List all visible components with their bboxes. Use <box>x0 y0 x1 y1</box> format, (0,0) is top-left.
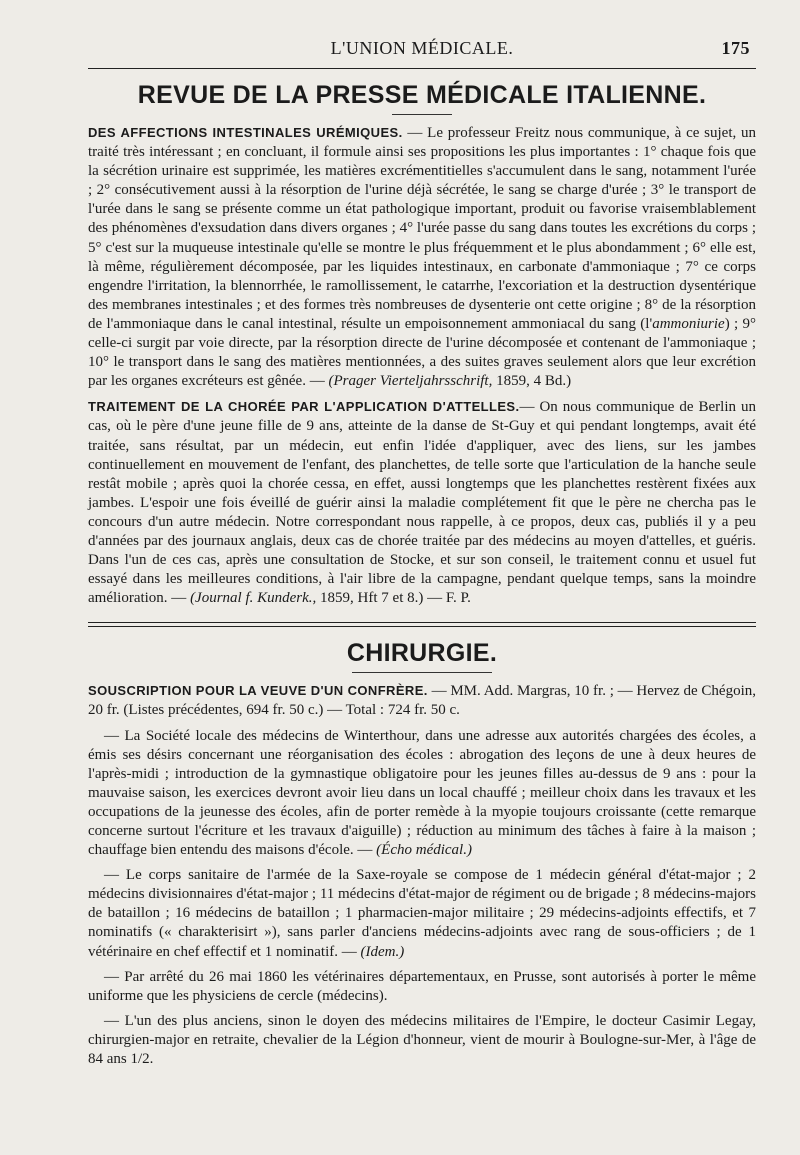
article-lead: TRAITEMENT DE LA CHORÉE PAR L'APPLICATION D'ATTELLES. <box>88 399 520 415</box>
page-number: 175 <box>721 38 750 58</box>
article-text-cont: ) ; 9° celle-ci surgit par voie directe, par la résorption directe de l'urine décomposée et contenant de l'ammoniaque ; 10° le transport dans le sang des matières mentionnées, a des suites graves seulement alors que leur excrétion par les organes excréteurs est gênée. — <box>88 315 756 390</box>
article-lead: DES AFFECTIONS INTESTINALES URÉMIQUES. <box>88 125 403 140</box>
news-text: — La Société locale des médecins de Winterthour, dans une adresse aux autorités chargées des écoles, a émis ses désirs concernant une réorganisation des écoles : abrogation des leçons de une à deux heures de l'après-midi ; introduction de la gymnastique obligatoire pour les jeunes filles au-dessus de 9 ans : pour la mauvaise saison, les exercices devront avoir lieu dans un local chauffé ; meilleur choix dans les travaux et les occupations de la jeunesse des écoles, afin de porter remède à la myopie toujours croissante (cette remarque concerne surtout l'écriture et les travaux d'aiguille) ; réduction au minimum des tâches à faire à la maison ; chauffage bien entendu des maisons d'école. — <box>88 727 756 859</box>
news-paragraph <box>88 727 756 861</box>
news-source: (Idem.) <box>360 943 405 960</box>
subscription-text: — MM. Add. Margras, 10 fr. ; — Hervez de Chégoin, 20 fr. (Listes précédentes, 694 fr. 50 c.) — Total : 724 fr. 50 c. <box>88 683 756 719</box>
article-text: — On nous communique de Berlin un cas, où le père d'une jeune fille de 9 ans, atteinte de la danse de St-Guy et qui pendant longtemps, avait été traitée, sans résultat, par un médecin, eut enfin l'idée d'appliquer, avec des liens, sur les jambes continuellement en mouvement de l'enfant, des planchettes, de telle sorte que l'articulation de la hanche seule restât mobile ; après quoi la chorée cessa, en effet, aussi longtemps que les planchettes restèrent fixées aux jambes. L'espoir une fois éveillé de guérir ainsi la maladie complétement fit que le père ne chercha pas le concours d'un autre médecin. Notre correspondant nous rappelle, à ce propos, deux cas, publiés il y a peu d'années par des journaux anglais, deux cas de chorée traitée par des médecins au moyen d'attelles, et guéris. Dans l'un de ces cas, après une consultation de Stocke, et sur son conseil, le traitement connu et usuel fut essayé dans les meilleures conditions, à l'air libre de la campagne, pendant quelque temps, sans la moindre amélioration. — <box>88 399 756 607</box>
article-source-tail: 1859, Hft 7 et 8.) — F. P. <box>316 590 471 607</box>
news-text: — L'un des plus anciens, sinon le doyen des médecins militaires de l'Empire, le docteur Casimir Legay, chirurgien-major en retraite, chevalier de la Légion d'honneur, vient de mourir à Boulogne-sur-Mer, à l'âge de 84 ans 1/2. <box>88 1012 756 1068</box>
article-source: (Prager Vierteljahrsschrift, <box>328 373 493 390</box>
article-affections-uremiques <box>88 123 756 391</box>
running-header <box>88 38 756 64</box>
news-text: — Par arrêté du 26 mai 1860 les vétérinaires départementaux, en Prusse, sont autorisés à porter le même uniforme que les physiciens de cercle (médecins). <box>88 968 756 1004</box>
news-source: (Écho médical.) <box>376 842 472 859</box>
subscription-lead: SOUSCRIPTION POUR LA VEUVE D'UN CONFRÈRE. <box>88 683 428 699</box>
article-source-tail: 1859, 4 Bd.) <box>492 373 572 390</box>
article-source: (Journal f. Kunderk., <box>190 590 317 607</box>
header-rule <box>88 68 756 69</box>
article-choree-attelles <box>88 397 756 608</box>
section-title-chirurgie: CHIRURGIE. <box>346 639 498 668</box>
subscription-notice <box>88 681 756 720</box>
section-title-rule <box>392 114 452 115</box>
section-title-presse-italienne: REVUE DE LA PRESSE MÉDICALE ITALIENNE. <box>137 81 707 109</box>
news-paragraph <box>88 866 756 961</box>
article-text: — Le professeur Freitz nous communique, à ce sujet, un traité très intéressant ; en concluant, il formule ainsi ses propositions les plus importantes : 1° chaque fois que la sécrétion urinaire est supprimée, les matières excrémentitielles s'accumulent dans le sang, notamment l'urée ; 2° consécutivement aussi à la résorption de l'urine déjà sécrétée, le sang se charge d'urée ; 3° le transport de l'urée dans le sang se présente comme un état pathologique important, produit ou favorise vraisemblablement des phénomènes d'exsudation dans divers organes ; 4° l'urée passe du sang dans toutes les excrétions du corps ; 5° c'est sur la muqueuse intestinale qu'elle se montre le plus fréquemment et le plus abondamment ; 6° elle est, là même, régulièrement décomposée, par les liquides intestinaux, en carbonate d'ammoniaque ; 7° ce corps engendre l'irritation, la blennorrhée, le ramollissement, le catarrhe, l'excoriation et la destruction dysentérique des membranes intestinales ; et des formes très nombreuses de dysenterie ont cette origine ; 8° de la résorption de l'ammoniaque dans le canal intestinal, résulte un empoisonnement ammoniacal du sang (l' <box>88 125 756 332</box>
section-title-rule <box>352 672 492 673</box>
news-paragraph <box>88 1012 756 1069</box>
section-divider <box>88 622 756 627</box>
news-text: — Le corps sanitaire de l'armée de la Saxe-royale se compose de 1 médecin général d'état-major ; 2 médecins divisionnaires d'état-major ; 11 médecins d'état-major de régiment ou de brigade ; 8 médecins-majors de bataillon ; 16 médecins de bataillon ; 1 pharmacien-major militaire ; 29 médecins-adjoints effectifs, et 7 nominatifs (« charakterisirt »), sans parler d'anciens médecins-adjoints avec rang de sous-officiers ; de 1 vétérinaire en chef effectif et 1 nominatif. — <box>88 867 756 960</box>
news-paragraph <box>88 968 756 1006</box>
article-italic-term: ammoniurie <box>652 315 725 332</box>
journal-title: L'UNION MÉDICALE. <box>330 38 514 58</box>
